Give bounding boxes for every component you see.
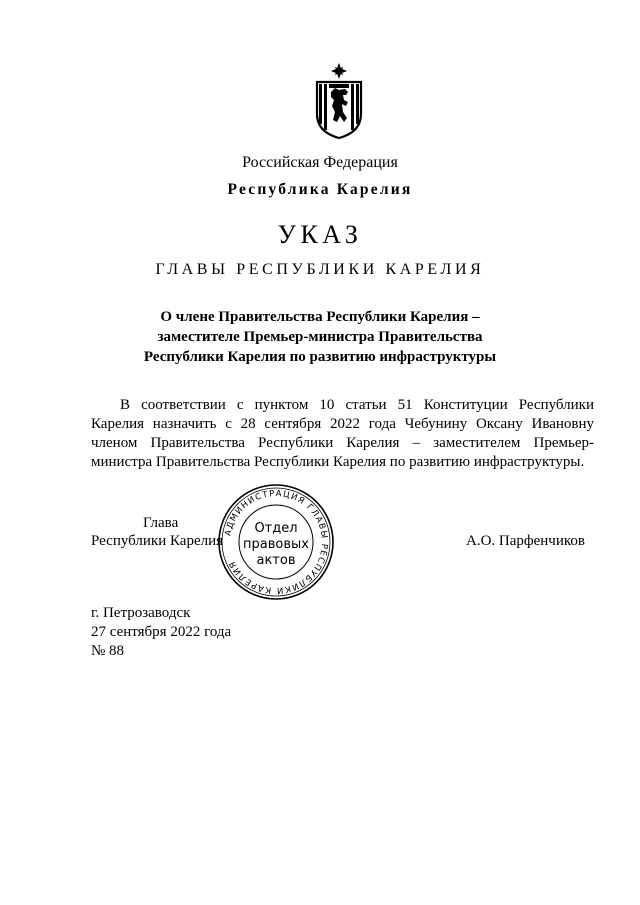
signatory-title-line2: Республики Карелия — [91, 533, 224, 549]
subject-line: Республики Карелия по развитию инфраструктуры — [143, 349, 497, 365]
country-name: Российская Федерация — [242, 154, 398, 171]
decree-number: № 88 — [91, 643, 125, 659]
stamp-center-line: правовых — [243, 537, 309, 552]
body-line: Карелия назначить с 28 сентября 2022 года Чебунину Оксану Ивановну — [91, 416, 594, 432]
issue-city: г. Петрозаводск — [91, 605, 191, 621]
stamp-outer-text: АДМИНИСТРАЦИЯ ГЛАВЫ РЕСПУБЛИКИ КАРЕЛИЯ — [223, 488, 330, 596]
stamp-center-line: актов — [256, 553, 296, 568]
republic-name: Республика Карелия — [227, 181, 413, 198]
document-footer — [91, 604, 231, 661]
body-line: членом Правительства Республики Карелия – заместителем Премьер- — [91, 435, 594, 451]
body-line: В соответствии с пунктом 10 статьи 51 Конституции Республики — [120, 397, 594, 413]
document-type: УКАЗ — [277, 220, 363, 249]
signatory-title-line1: Глава — [143, 515, 179, 531]
issue-date: 27 сентября 2022 года — [91, 624, 232, 640]
coat-of-arms-emblem — [311, 62, 367, 140]
subject-line: заместителе Премьер-министра Правительства — [157, 329, 483, 345]
official-stamp — [216, 482, 336, 602]
document-issuer: ГЛАВЫ РЕСПУБЛИКИ КАРЕЛИЯ — [155, 261, 485, 278]
decree-body — [91, 396, 594, 472]
stamp-center-line: Отдел — [254, 521, 298, 536]
subject-line: О члене Правительства Республики Карелия – — [160, 309, 480, 325]
document-subject — [0, 307, 640, 367]
body-line: министра Правительства Республики Карелия по развитию инфраструктуры. — [91, 454, 585, 470]
signatory-name: А.О. Парфенчиков — [466, 533, 585, 549]
